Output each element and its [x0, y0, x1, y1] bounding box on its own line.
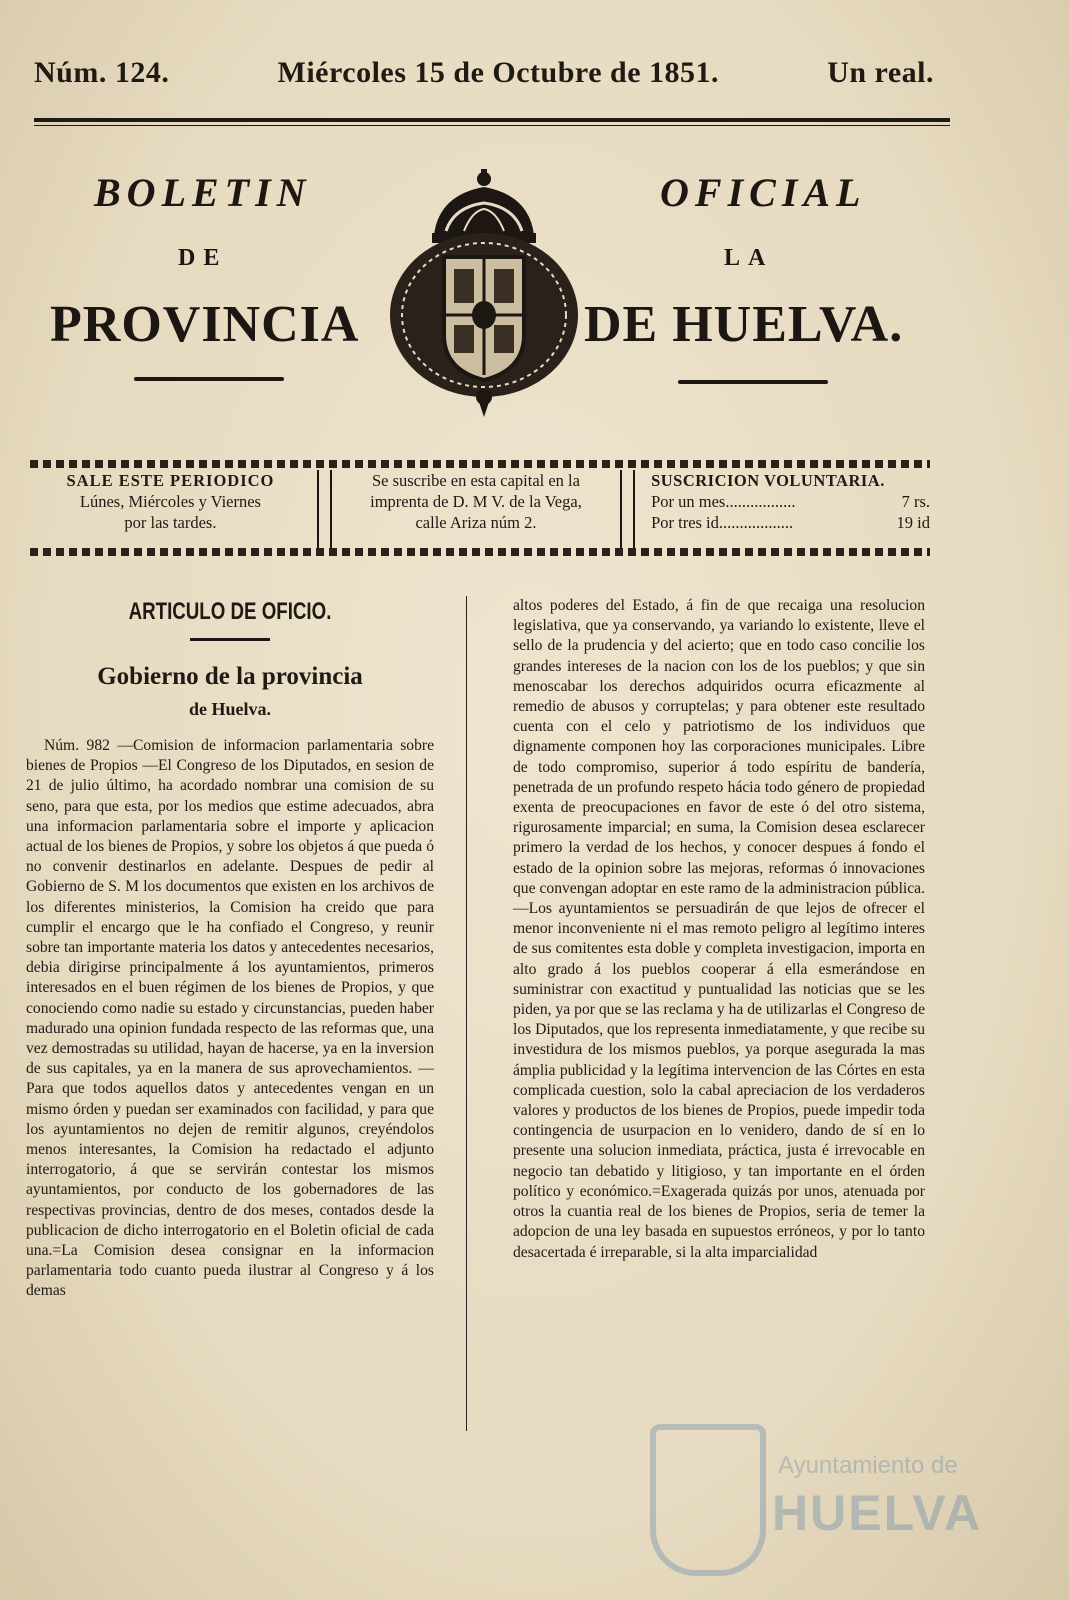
price-row-three-value: 19 id [896, 513, 931, 532]
masthead [34, 56, 934, 90]
info-subscription-place [338, 470, 613, 546]
article-columns [26, 596, 930, 1431]
info-sub-line-2: imprenta de D. M V. de la Vega, [370, 492, 582, 511]
info-separator [317, 470, 333, 550]
article-heading: ARTICULO DE OFICIO. [128, 598, 332, 625]
info-sub-line-3: calle Ariza núm 2. [415, 513, 537, 532]
info-publication-days: Lúnes, Miércoles y Viernes [79, 492, 261, 511]
masthead-rule-thick [34, 118, 950, 122]
title-word-de: DE [178, 245, 228, 271]
info-prices [641, 470, 930, 546]
title-word-la: LA [724, 245, 774, 271]
article-text-right: altos poderes del Estado, á fin de que recaiga una resolucion legislativa, que ya conservando, ya variando lo existente, lleve el sello de la prudencia y del acierto; que en todo caso concilie los grandes intereses de la nacion con los de los pueblos; y que sin menoscabar los derechos adquiridos ocurra eficazmente al remedio de abusos y corruptelas; y para obtener este resultado cuenta con el celo y patriotismo de los individuos que dignamente componen hoy las corporaciones municipales. Libre de todo compromiso, superior á todo espíritu de bandería, penetrada de un profundo respeto hácia todo género de propiedad exenta de preocupaciones en favor de este ó del otro sistema, rigurosamente imparcial; en suma, la Comision desea esclarecer primero la verdad de los hechos, y conocer despues á fondo el estado de la opinion sobre las mejoras, reformas ó innovaciones que convengan adoptar en este ramo de la administracion pública.—Los ayuntamientos se persuadirán de que lejos de ofrecer el menor inconveniente ni el mas remoto peligro al legítimo interes de sus comitentes esta doble y completa investigacion, importa en alto grado á los pueblos cooperar á ella esmerándose en suministrar con exactitud y puntualidad las noticias que se les piden, ya por que se las reclama y ha de utilizarlas el Congreso de los Diputados, que los representa inmediatamente, y que recibe su investidura de los mismos pueblos, ya porque asegurada la mas ámplia publicidad y la legítima intervencion de las Córtes en esta complicada cuestion, solo la cabal apreciacion de los verdaderos valores y productos de los bienes de Propios, puede impedir toda contingencia de usurpacion en lo venidero, dando de sí en lo presente una solucion inmediata, práctica, justa é irrevocable en negocio tan debatido y litigioso, y tan importante en el órden político y económico.=Exagerada quizás por unos, atenuada por otros la cuantia real de los bienes de Propios, seria de temer la adopcion de una ley basada en supuestos erróneos, y por lo tanto desacertada é irreparable, si la alta imparcialidad [513, 597, 925, 1261]
info-border-top [30, 460, 930, 468]
watermark [650, 1424, 983, 1574]
left-column [26, 596, 434, 1302]
title-word-oficial: OFICIAL [660, 170, 867, 215]
watermark-line-2: HUELVA [772, 1485, 983, 1541]
section-title: Gobierno de la provincia [97, 663, 363, 690]
heading-rule [190, 638, 270, 641]
watermark-shield-icon [650, 1424, 766, 1576]
price-row-three-label: Por tres id.................. [651, 513, 794, 532]
title-word-de-huelva: DE HUELVA. [584, 296, 904, 353]
section-subtitle: de Huelva. [188, 699, 271, 719]
info-prices-title: SUSCRICION VOLUNTARIA. [651, 471, 885, 490]
price-row-month-label: Por un mes................. [651, 492, 796, 511]
info-publication-title: SALE ESTE PERIODICO [66, 471, 275, 490]
info-sub-line-1: Se suscribe en esta capital en la [371, 471, 580, 490]
info-border-bottom [30, 548, 930, 556]
column-rule [466, 596, 467, 1431]
price-row-month-value: 7 rs. [901, 492, 931, 511]
royal-crest-icon [384, 165, 584, 420]
newspaper-title [28, 165, 958, 425]
info-box [30, 470, 930, 546]
title-word-provincia: PROVINCIA [50, 296, 360, 353]
issue-date: Miércoles 15 de Octubre de 1851. [277, 56, 720, 89]
title-flourish-right [678, 380, 828, 384]
price-row-three-months [651, 512, 930, 533]
info-publication [30, 470, 311, 546]
masthead-rule-thin [34, 125, 950, 126]
issue-number: Núm. 124. [34, 56, 170, 89]
article-text-left: Núm. 982 —Comision de informacion parlamentaria sobre bienes de Propios —El Congreso de los Diputados, en sesion de 21 de julio último, ha acordado nombrar una comision de su seno, para que esta, por los medios que estime adecuados, abra una informacion parlamentaria sobre el importe y aplicacion actual de los bienes de Propios, y sobre los objetos á que pueda ó no convenir destinarlos en adelante. Despues de pedir al Gobierno de S. M los documentos que existen en los archivos de los diferentes ministerios, la Comision ha creido que para cumplir el encargo que le ha confiado el Congreso, y reunir sobre tan importante materia los datos y antecedentes necesarios, debia dirigirse principalmente á los ayuntamientos, primeros interesados en el buen régimen de los bienes de Propios, y que conociendo como nadie su estado y circunstancias, pueden haber madurado una opinion fundada respecto de las reformas que, una vez demostradas su utilidad, hayan de hacerse, ya en la inversion de sus capitales, ya en la manera de sus aprovechamientos. —Para que todos aquellos datos y antecedentes vengan en un mismo órden y puedan ser examinados con facilidad, y para que los ayuntamientos no dejen de remitir algunos, creyéndolos menos interesantes, la Comision ha redactado el adjunto interrogatorio, á que se servirán contestar los mismos ayuntamientos, por conducto de los gobernadores de las respectivas provincias, dentro de dos meses, contados desde la publicacion de dicho interrogatorio en el Boletin oficial de cada una.=La Comision desea consignar en la informacion parlamentaria todo cuanto pueda ilustrar al Congreso y á los demas [26, 737, 434, 1300]
watermark-line-1: Ayuntamiento de [778, 1452, 958, 1479]
info-separator [620, 470, 636, 550]
title-flourish-left [134, 377, 284, 381]
issue-price: Un real. [827, 56, 934, 89]
title-word-boletin: BOLETIN [94, 170, 312, 215]
price-row-month [651, 491, 930, 512]
info-publication-time: por las tardes. [124, 513, 217, 532]
right-column [513, 596, 925, 1263]
